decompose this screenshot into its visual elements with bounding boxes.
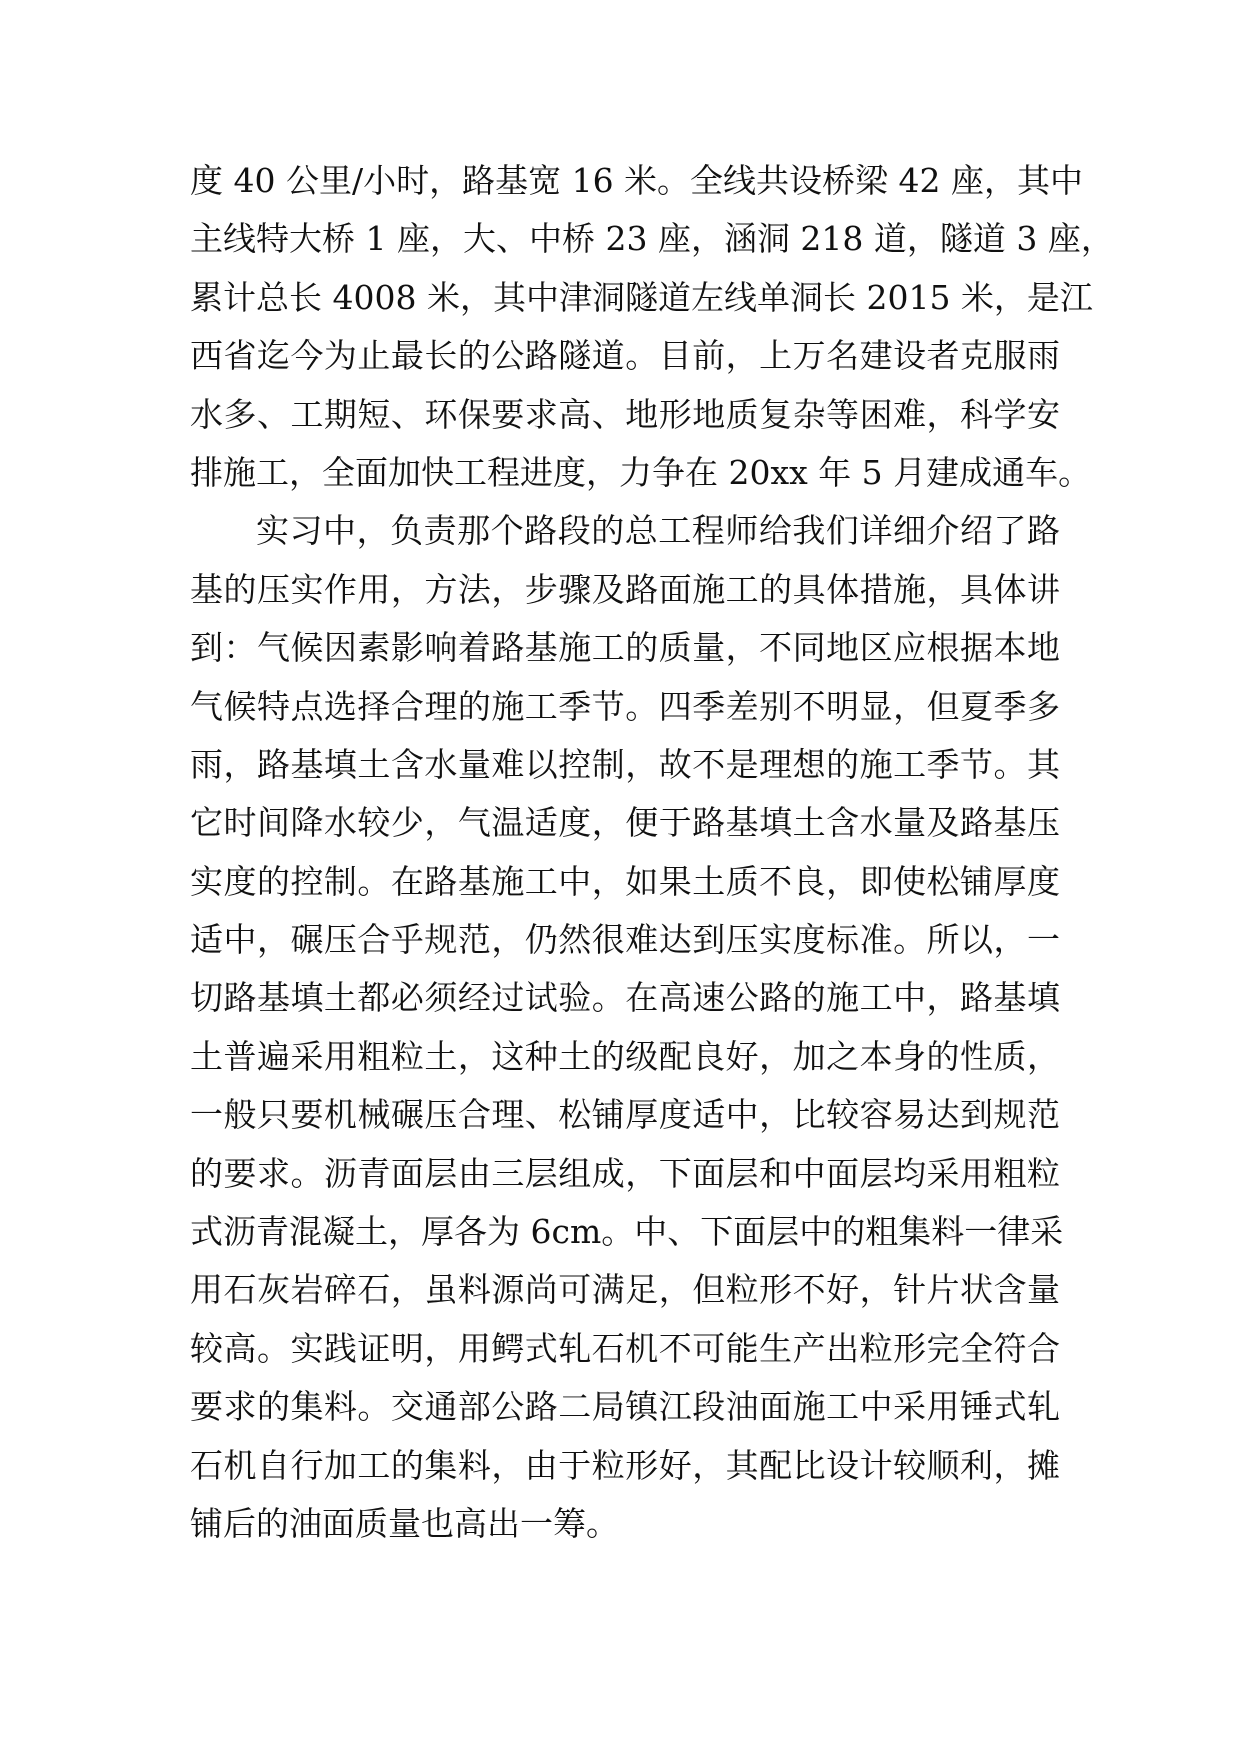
paragraph <box>190 502 1064 1553</box>
text-line: 气候特点选择合理的施工季节。四季差别不明显，但夏季多 <box>190 686 1060 726</box>
text-line: 主线特大桥 1 座，大、中桥 23 座，涵洞 218 道，隧道 3 座， <box>190 219 1114 259</box>
text-line: 的要求。沥青面层由三层组成，下面层和中面层均采用粗粒 <box>190 1153 1060 1193</box>
text-line: 实习中，负责那个路段的总工程师给我们详细介绍了路 <box>256 511 1060 551</box>
text-line: 累计总长 4008 米，其中津洞隧道左线单洞长 2015 米，是江 <box>190 277 1093 317</box>
text-line: 适中，碾压合乎规范，仍然很难达到压实度标准。所以，一 <box>190 920 1060 960</box>
text-line: 较高。实践证明，用鳄式轧石机不可能生产出粒形完全符合 <box>190 1328 1060 1368</box>
text-line: 到：气候因素影响着路基施工的质量，不同地区应根据本地 <box>190 628 1060 668</box>
text-line: 度 40 公里/小时，路基宽 16 米。全线共设桥梁 42 座，其中 <box>190 161 1084 200</box>
body-text <box>190 152 1114 1553</box>
text-line: 西省迄今为止最长的公路隧道。目前，上万名建设者克服雨 <box>190 336 1060 376</box>
text-line: 铺后的油面质量也高出一筹。 <box>190 1503 619 1543</box>
text-line: 基的压实作用，方法，步骤及路面施工的具体措施，具体讲 <box>190 569 1060 609</box>
paragraph <box>190 152 1114 502</box>
text-line: 它时间降水较少，气温适度，便于路基填土含水量及路基压 <box>190 803 1060 843</box>
text-line: 一般只要机械碾压合理、松铺厚度适中，比较容易达到规范 <box>190 1095 1060 1135</box>
text-line: 要求的集料。交通部公路二局镇江段油面施工中采用锤式轧 <box>190 1387 1060 1427</box>
text-line: 土普遍采用粗粒土，这种土的级配良好，加之本身的性质， <box>190 1036 1060 1076</box>
text-line: 用石灰岩碎石，虽料源尚可满足，但粒形不好，针片状含量 <box>190 1270 1060 1310</box>
text-line: 排施工，全面加快工程进度，力争在 20xx 年 5 月建成通车。 <box>190 452 1092 492</box>
text-line: 雨，路基填土含水量难以控制，故不是理想的施工季节。其 <box>190 744 1060 784</box>
text-line: 水多、工期短、环保要求高、地形地质复杂等困难，科学安 <box>190 394 1060 434</box>
text-line: 式沥青混凝土，厚各为 6cm。中、下面层中的粗集料一律采 <box>190 1212 1064 1252</box>
text-line: 石机自行加工的集料，由于粒形好，其配比设计较顺利，摊 <box>190 1445 1060 1485</box>
text-line: 切路基填土都必须经过试验。在高速公路的施工中，路基填 <box>190 978 1060 1018</box>
text-line: 实度的控制。在路基施工中，如果土质不良，即使松铺厚度 <box>190 861 1060 901</box>
